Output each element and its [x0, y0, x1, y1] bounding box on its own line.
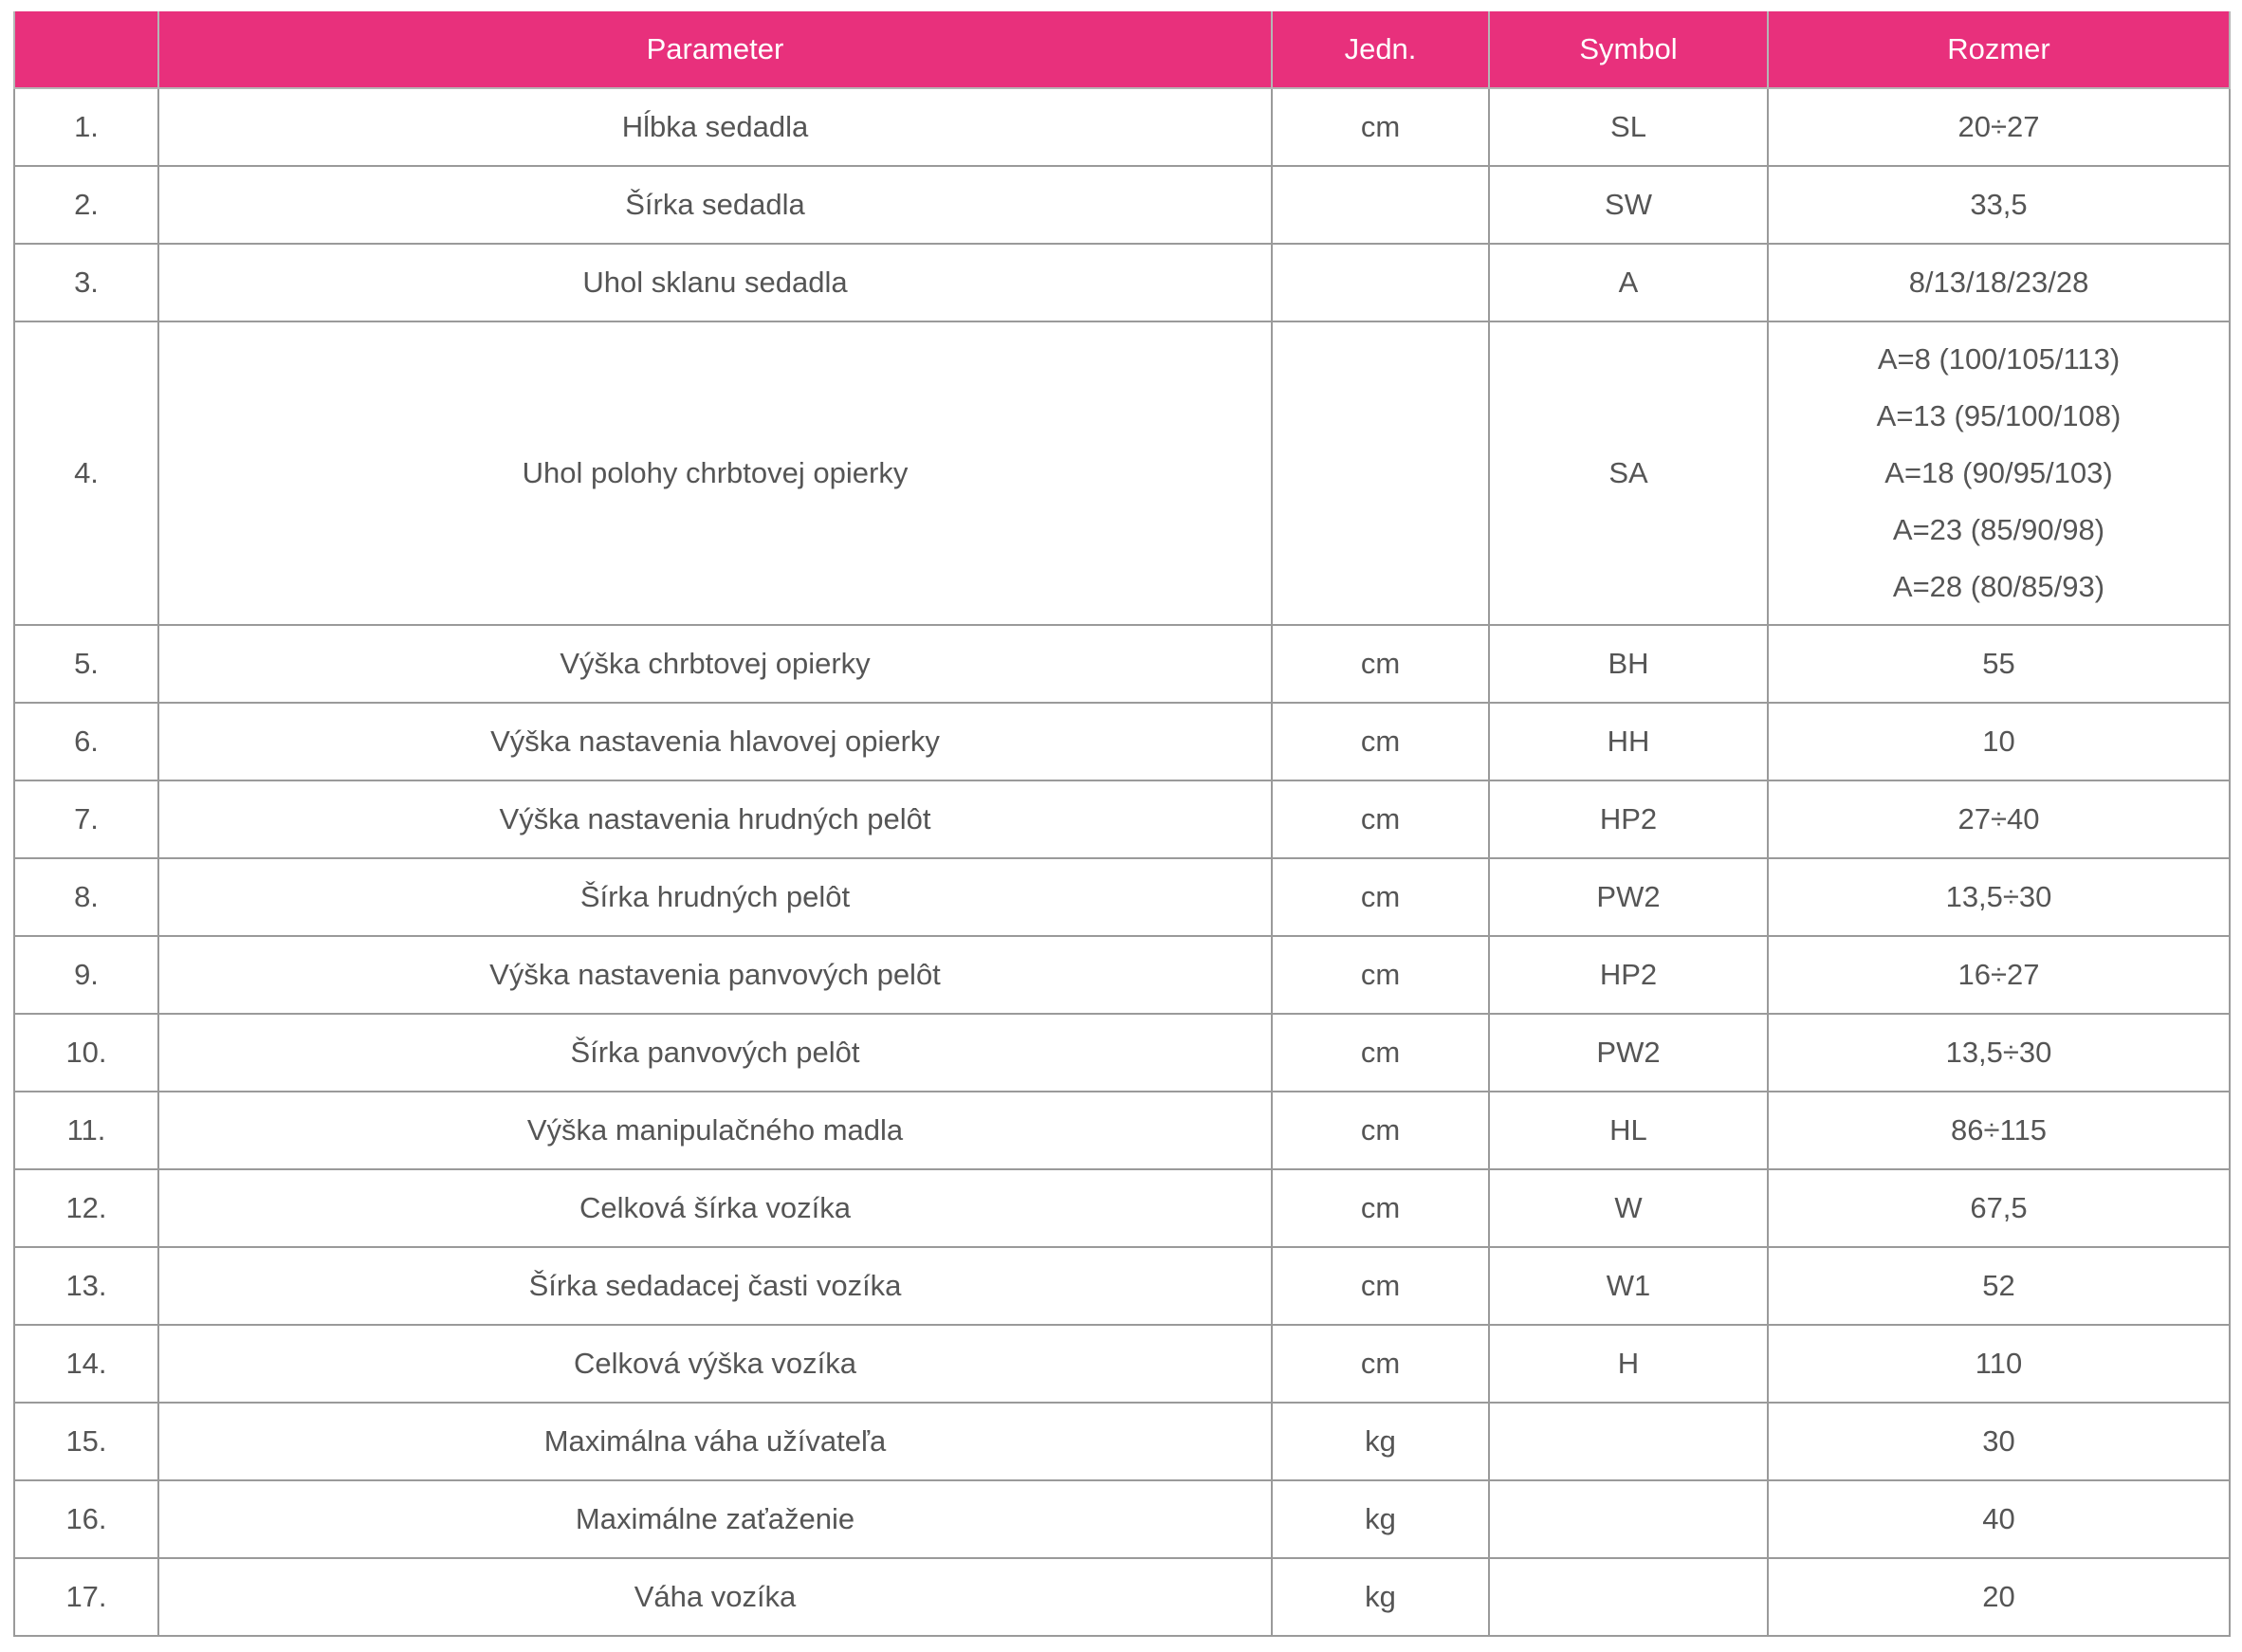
row-symbol: H — [1489, 1325, 1768, 1403]
row-unit — [1272, 321, 1489, 625]
row-unit: cm — [1272, 703, 1489, 780]
table-row — [14, 1247, 2230, 1325]
value-line: A=13 (95/100/108) — [1876, 399, 2122, 432]
row-parameter: Šírka sedadla — [158, 166, 1272, 244]
row-unit: kg — [1272, 1480, 1489, 1558]
row-unit — [1272, 244, 1489, 321]
row-symbol: A — [1489, 244, 1768, 321]
row-value: 33,5 — [1768, 166, 2230, 244]
row-value: 20÷27 — [1768, 88, 2230, 166]
table-row — [14, 1092, 2230, 1169]
row-value: 8/13/18/23/28 — [1768, 244, 2230, 321]
row-unit: cm — [1272, 1092, 1489, 1169]
row-unit: cm — [1272, 936, 1489, 1014]
row-parameter: Výška manipulačného madla — [158, 1092, 1272, 1169]
row-symbol: HH — [1489, 703, 1768, 780]
table-row — [14, 321, 2230, 625]
row-symbol: SL — [1489, 88, 1768, 166]
row-number: 7. — [14, 780, 158, 858]
row-number: 17. — [14, 1558, 158, 1636]
row-number: 5. — [14, 625, 158, 703]
row-value: 13,5÷30 — [1768, 1014, 2230, 1092]
row-unit: cm — [1272, 780, 1489, 858]
row-value: 52 — [1768, 1247, 2230, 1325]
row-value: 30 — [1768, 1403, 2230, 1480]
row-value: 40 — [1768, 1480, 2230, 1558]
row-value: 110 — [1768, 1325, 2230, 1403]
row-symbol: W — [1489, 1169, 1768, 1247]
row-symbol: HP2 — [1489, 780, 1768, 858]
table-row — [14, 166, 2230, 244]
row-parameter: Uhol polohy chrbtovej opierky — [158, 321, 1272, 625]
row-unit: cm — [1272, 88, 1489, 166]
table-body — [14, 88, 2230, 1636]
row-symbol: PW2 — [1489, 858, 1768, 936]
row-number: 2. — [14, 166, 158, 244]
row-parameter: Šírka sedadacej časti vozíka — [158, 1247, 1272, 1325]
table-header — [14, 11, 2230, 88]
row-symbol — [1489, 1558, 1768, 1636]
table-row — [14, 88, 2230, 166]
table-row — [14, 858, 2230, 936]
table-row — [14, 625, 2230, 703]
table-row — [14, 1325, 2230, 1403]
table-row — [14, 1169, 2230, 1247]
row-value-multiline — [1768, 321, 2230, 625]
row-parameter: Šírka hrudných pelôt — [158, 858, 1272, 936]
row-unit: cm — [1272, 1169, 1489, 1247]
row-parameter: Váha vozíka — [158, 1558, 1272, 1636]
row-unit: kg — [1272, 1403, 1489, 1480]
row-value: 16÷27 — [1768, 936, 2230, 1014]
row-number: 12. — [14, 1169, 158, 1247]
row-number: 11. — [14, 1092, 158, 1169]
row-parameter: Maximálne zaťaženie — [158, 1480, 1272, 1558]
row-symbol: SW — [1489, 166, 1768, 244]
row-parameter: Hĺbka sedadla — [158, 88, 1272, 166]
row-parameter: Maximálna váha užívateľa — [158, 1403, 1272, 1480]
row-number: 9. — [14, 936, 158, 1014]
row-unit: cm — [1272, 858, 1489, 936]
row-number: 6. — [14, 703, 158, 780]
header-parameter: Parameter — [158, 11, 1272, 88]
row-number: 14. — [14, 1325, 158, 1403]
row-value: 86÷115 — [1768, 1092, 2230, 1169]
header-symbol: Symbol — [1489, 11, 1768, 88]
table-row — [14, 1014, 2230, 1092]
row-symbol — [1489, 1480, 1768, 1558]
table-row — [14, 1403, 2230, 1480]
row-parameter: Výška nastavenia panvových pelôt — [158, 936, 1272, 1014]
row-parameter: Šírka panvových pelôt — [158, 1014, 1272, 1092]
row-unit: kg — [1272, 1558, 1489, 1636]
row-symbol — [1489, 1403, 1768, 1480]
row-unit: cm — [1272, 1247, 1489, 1325]
row-unit — [1272, 166, 1489, 244]
header-row — [14, 11, 2230, 88]
value-line: A=23 (85/90/98) — [1892, 513, 2105, 546]
row-number: 8. — [14, 858, 158, 936]
row-value: 67,5 — [1768, 1169, 2230, 1247]
header-value: Rozmer — [1768, 11, 2230, 88]
row-value: 20 — [1768, 1558, 2230, 1636]
row-number: 16. — [14, 1480, 158, 1558]
row-value: 13,5÷30 — [1768, 858, 2230, 936]
row-symbol: PW2 — [1489, 1014, 1768, 1092]
header-number — [14, 11, 158, 88]
row-symbol: HP2 — [1489, 936, 1768, 1014]
header-unit: Jedn. — [1272, 11, 1489, 88]
row-number: 10. — [14, 1014, 158, 1092]
row-number: 13. — [14, 1247, 158, 1325]
row-unit: cm — [1272, 625, 1489, 703]
row-value: 55 — [1768, 625, 2230, 703]
row-symbol: W1 — [1489, 1247, 1768, 1325]
table-row — [14, 1558, 2230, 1636]
row-unit: cm — [1272, 1014, 1489, 1092]
table-row — [14, 244, 2230, 321]
row-parameter: Výška nastavenia hlavovej opierky — [158, 703, 1272, 780]
value-line: A=8 (100/105/113) — [1877, 342, 2121, 376]
row-value: 27÷40 — [1768, 780, 2230, 858]
row-unit: cm — [1272, 1325, 1489, 1403]
row-parameter: Výška nastavenia hrudných pelôt — [158, 780, 1272, 858]
value-line: A=18 (90/95/103) — [1884, 456, 2113, 489]
table-row — [14, 703, 2230, 780]
row-symbol: SA — [1489, 321, 1768, 625]
row-number: 4. — [14, 321, 158, 625]
row-symbol: BH — [1489, 625, 1768, 703]
value-line: A=28 (80/85/93) — [1892, 570, 2105, 603]
row-value: 10 — [1768, 703, 2230, 780]
table-row — [14, 780, 2230, 858]
row-parameter: Celková výška vozíka — [158, 1325, 1272, 1403]
row-symbol: HL — [1489, 1092, 1768, 1169]
spec-table — [13, 11, 2231, 1637]
row-number: 1. — [14, 88, 158, 166]
row-parameter: Celková šírka vozíka — [158, 1169, 1272, 1247]
table-row — [14, 936, 2230, 1014]
table-row — [14, 1480, 2230, 1558]
row-parameter: Uhol sklanu sedadla — [158, 244, 1272, 321]
row-number: 3. — [14, 244, 158, 321]
row-number: 15. — [14, 1403, 158, 1480]
row-parameter: Výška chrbtovej opierky — [158, 625, 1272, 703]
